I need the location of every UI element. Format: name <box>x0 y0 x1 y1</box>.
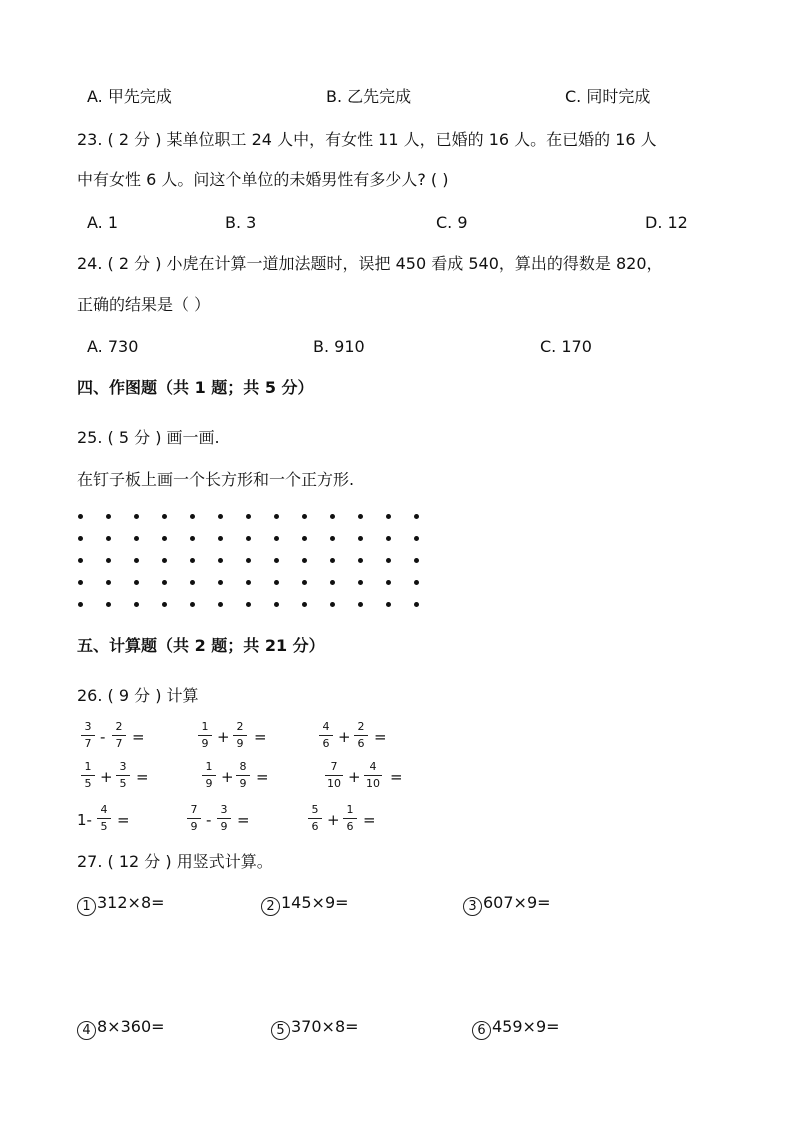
denominator: 5 <box>84 777 92 790</box>
fraction <box>198 720 212 751</box>
peg-dot <box>330 602 335 607</box>
peg-dot <box>162 514 167 519</box>
peg-dot <box>302 514 307 519</box>
peg-dot <box>274 558 279 563</box>
peg-dot <box>274 580 279 585</box>
fraction <box>97 803 111 834</box>
peg-dot <box>106 602 111 607</box>
peg-dot <box>78 580 83 585</box>
peg-dot <box>302 580 307 585</box>
peg-dot <box>106 536 111 541</box>
circled-number: 5 <box>271 1021 290 1040</box>
q27-item-4 <box>77 1017 165 1040</box>
numerator: 1 <box>84 760 92 773</box>
peg-dot <box>106 514 111 519</box>
minus-sign: - <box>206 811 212 829</box>
fraction <box>319 720 333 751</box>
fraction <box>343 803 357 834</box>
q24-text-line2: 正确的结果是（ ） <box>77 295 211 314</box>
equals-sign: = <box>254 728 267 746</box>
denominator: 7 <box>115 737 123 750</box>
peg-dot <box>134 514 139 519</box>
numerator: 7 <box>330 760 338 773</box>
plus-sign: + <box>100 768 113 786</box>
q27-item-6 <box>472 1017 560 1040</box>
q27-title: 27. ( 12 分 ) 用竖式计算。 <box>77 852 273 871</box>
numerator: 8 <box>239 760 247 773</box>
denominator: 9 <box>239 777 247 790</box>
denominator: 10 <box>327 777 341 790</box>
peg-dot <box>162 580 167 585</box>
peg-dot <box>330 536 335 541</box>
q24-text-line1: 24. ( 2 分 ) 小虎在计算一道加法题时，误把 450 看成 540，算出的得数是 820， <box>77 254 663 273</box>
numerator: 3 <box>119 760 127 773</box>
q27-expression: 607×9= <box>483 893 551 912</box>
q27-item-2 <box>261 893 349 916</box>
circled-number: 2 <box>261 897 280 916</box>
q27-expression: 459×9= <box>492 1017 560 1036</box>
peg-dot <box>414 514 419 519</box>
peg-dot <box>274 514 279 519</box>
peg-dot <box>162 602 167 607</box>
peg-dot <box>302 536 307 541</box>
numerator: 7 <box>190 803 198 816</box>
denominator: 6 <box>311 820 319 833</box>
peg-dot <box>246 580 251 585</box>
numerator: 3 <box>84 720 92 733</box>
peg-dot <box>78 536 83 541</box>
peg-dot <box>106 558 111 563</box>
peg-dot <box>106 580 111 585</box>
peg-dot <box>358 514 363 519</box>
fraction <box>217 803 231 834</box>
fraction <box>81 760 95 791</box>
peg-dot <box>218 602 223 607</box>
peg-dot <box>218 580 223 585</box>
peg-dot <box>274 602 279 607</box>
q27-expression: 8×360= <box>97 1017 165 1036</box>
equals-sign: = <box>136 768 149 786</box>
peg-dot <box>386 558 391 563</box>
q27-item-5 <box>271 1017 359 1040</box>
peg-dot <box>386 580 391 585</box>
q27-item-1 <box>77 893 165 916</box>
circled-number: 6 <box>472 1021 491 1040</box>
denominator: 9 <box>205 777 213 790</box>
numerator: 1 <box>201 720 209 733</box>
denominator: 5 <box>100 820 108 833</box>
peg-dot <box>134 580 139 585</box>
peg-dot <box>162 558 167 563</box>
fraction <box>116 760 130 791</box>
peg-dot <box>414 580 419 585</box>
peg-dot <box>190 514 195 519</box>
circled-number: 1 <box>77 897 96 916</box>
peg-dot <box>358 536 363 541</box>
plus-sign: + <box>327 811 340 829</box>
fraction <box>364 760 382 791</box>
q22-option-a: A. 甲先完成 <box>87 87 172 106</box>
peg-dot <box>190 536 195 541</box>
peg-dot <box>386 514 391 519</box>
peg-dot <box>330 514 335 519</box>
q24-option-a: A. 730 <box>87 337 139 356</box>
plus-sign: + <box>348 768 361 786</box>
peg-dot <box>190 580 195 585</box>
circled-number: 4 <box>77 1021 96 1040</box>
equals-sign: = <box>374 728 387 746</box>
plus-sign: + <box>221 768 234 786</box>
peg-dot <box>218 514 223 519</box>
peg-dot <box>414 602 419 607</box>
pegboard-dot-grid <box>78 514 423 614</box>
peg-dot <box>78 514 83 519</box>
fraction <box>308 803 322 834</box>
equals-sign: = <box>256 768 269 786</box>
peg-dot <box>218 558 223 563</box>
fraction <box>81 720 95 751</box>
equals-sign: = <box>132 728 145 746</box>
peg-dot <box>386 602 391 607</box>
denominator: 5 <box>119 777 127 790</box>
fraction <box>112 720 126 751</box>
section-4-title: 四、作图题（共 1 题；共 5 分） <box>77 378 314 397</box>
fraction <box>325 760 343 791</box>
equals-sign: = <box>363 811 376 829</box>
q22-option-b: B. 乙先完成 <box>326 87 412 106</box>
q24-option-b: B. 910 <box>313 337 365 356</box>
denominator: 9 <box>190 820 198 833</box>
q24-option-c: C. 170 <box>540 337 592 356</box>
numerator: 2 <box>236 720 244 733</box>
denominator: 9 <box>220 820 228 833</box>
peg-dot <box>218 536 223 541</box>
equals-sign: = <box>390 768 403 786</box>
peg-dot <box>330 558 335 563</box>
peg-dot <box>78 558 83 563</box>
peg-dot <box>358 602 363 607</box>
peg-dot <box>330 580 335 585</box>
q27-expression: 370×8= <box>291 1017 359 1036</box>
equals-sign: = <box>237 811 250 829</box>
minus-sign: - <box>100 728 106 746</box>
fraction <box>233 720 247 751</box>
denominator: 9 <box>201 737 209 750</box>
numerator: 4 <box>322 720 330 733</box>
peg-dot <box>414 558 419 563</box>
peg-dot <box>78 602 83 607</box>
denominator: 6 <box>322 737 330 750</box>
numerator: 2 <box>357 720 365 733</box>
numerator: 3 <box>220 803 228 816</box>
numerator: 1 <box>205 760 213 773</box>
peg-dot <box>246 602 251 607</box>
q27-item-3 <box>463 893 551 916</box>
peg-dot <box>246 514 251 519</box>
peg-dot <box>190 558 195 563</box>
denominator: 6 <box>346 820 354 833</box>
q23-option-b: B. 3 <box>225 213 257 232</box>
plus-sign: + <box>217 728 230 746</box>
q23-text-line1: 23. ( 2 分 ) 某单位职工 24 人中，有女性 11 人，已婚的 16 人。在已婚的 16 人 <box>77 130 657 149</box>
peg-dot <box>358 580 363 585</box>
q26-title: 26. ( 9 分 ) 计算 <box>77 686 199 705</box>
denominator: 9 <box>236 737 244 750</box>
q25-text-line2: 在钉子板上画一个长方形和一个正方形. <box>77 470 355 489</box>
q22-option-c: C. 同时完成 <box>565 87 651 106</box>
peg-dot <box>134 536 139 541</box>
one-minus: 1- <box>77 811 92 829</box>
denominator: 6 <box>357 737 365 750</box>
fraction <box>202 760 216 791</box>
q23-option-d: D. 12 <box>645 213 688 232</box>
denominator: 7 <box>84 737 92 750</box>
numerator: 1 <box>346 803 354 816</box>
numerator: 2 <box>115 720 123 733</box>
fraction <box>236 760 250 791</box>
plus-sign: + <box>338 728 351 746</box>
q23-option-a: A. 1 <box>87 213 119 232</box>
peg-dot <box>134 558 139 563</box>
peg-dot <box>358 558 363 563</box>
equals-sign: = <box>117 811 130 829</box>
peg-dot <box>246 558 251 563</box>
q27-expression: 145×9= <box>281 893 349 912</box>
q25-text-line1: 25. ( 5 分 ) 画一画. <box>77 428 220 447</box>
fraction <box>354 720 368 751</box>
numerator: 4 <box>369 760 377 773</box>
peg-dot <box>134 602 139 607</box>
peg-dot <box>386 536 391 541</box>
peg-dot <box>162 536 167 541</box>
peg-dot <box>302 558 307 563</box>
q23-option-c: C. 9 <box>436 213 468 232</box>
q23-text-line2: 中有女性 6 人。问这个单位的未婚男性有多少人? ( ) <box>77 170 449 189</box>
q27-expression: 312×8= <box>97 893 165 912</box>
peg-dot <box>190 602 195 607</box>
section-5-title: 五、计算题（共 2 题；共 21 分） <box>77 636 325 655</box>
peg-dot <box>246 536 251 541</box>
peg-dot <box>274 536 279 541</box>
numerator: 5 <box>311 803 319 816</box>
peg-dot <box>302 602 307 607</box>
numerator: 4 <box>100 803 108 816</box>
denominator: 10 <box>366 777 380 790</box>
peg-dot <box>414 536 419 541</box>
fraction <box>187 803 201 834</box>
circled-number: 3 <box>463 897 482 916</box>
